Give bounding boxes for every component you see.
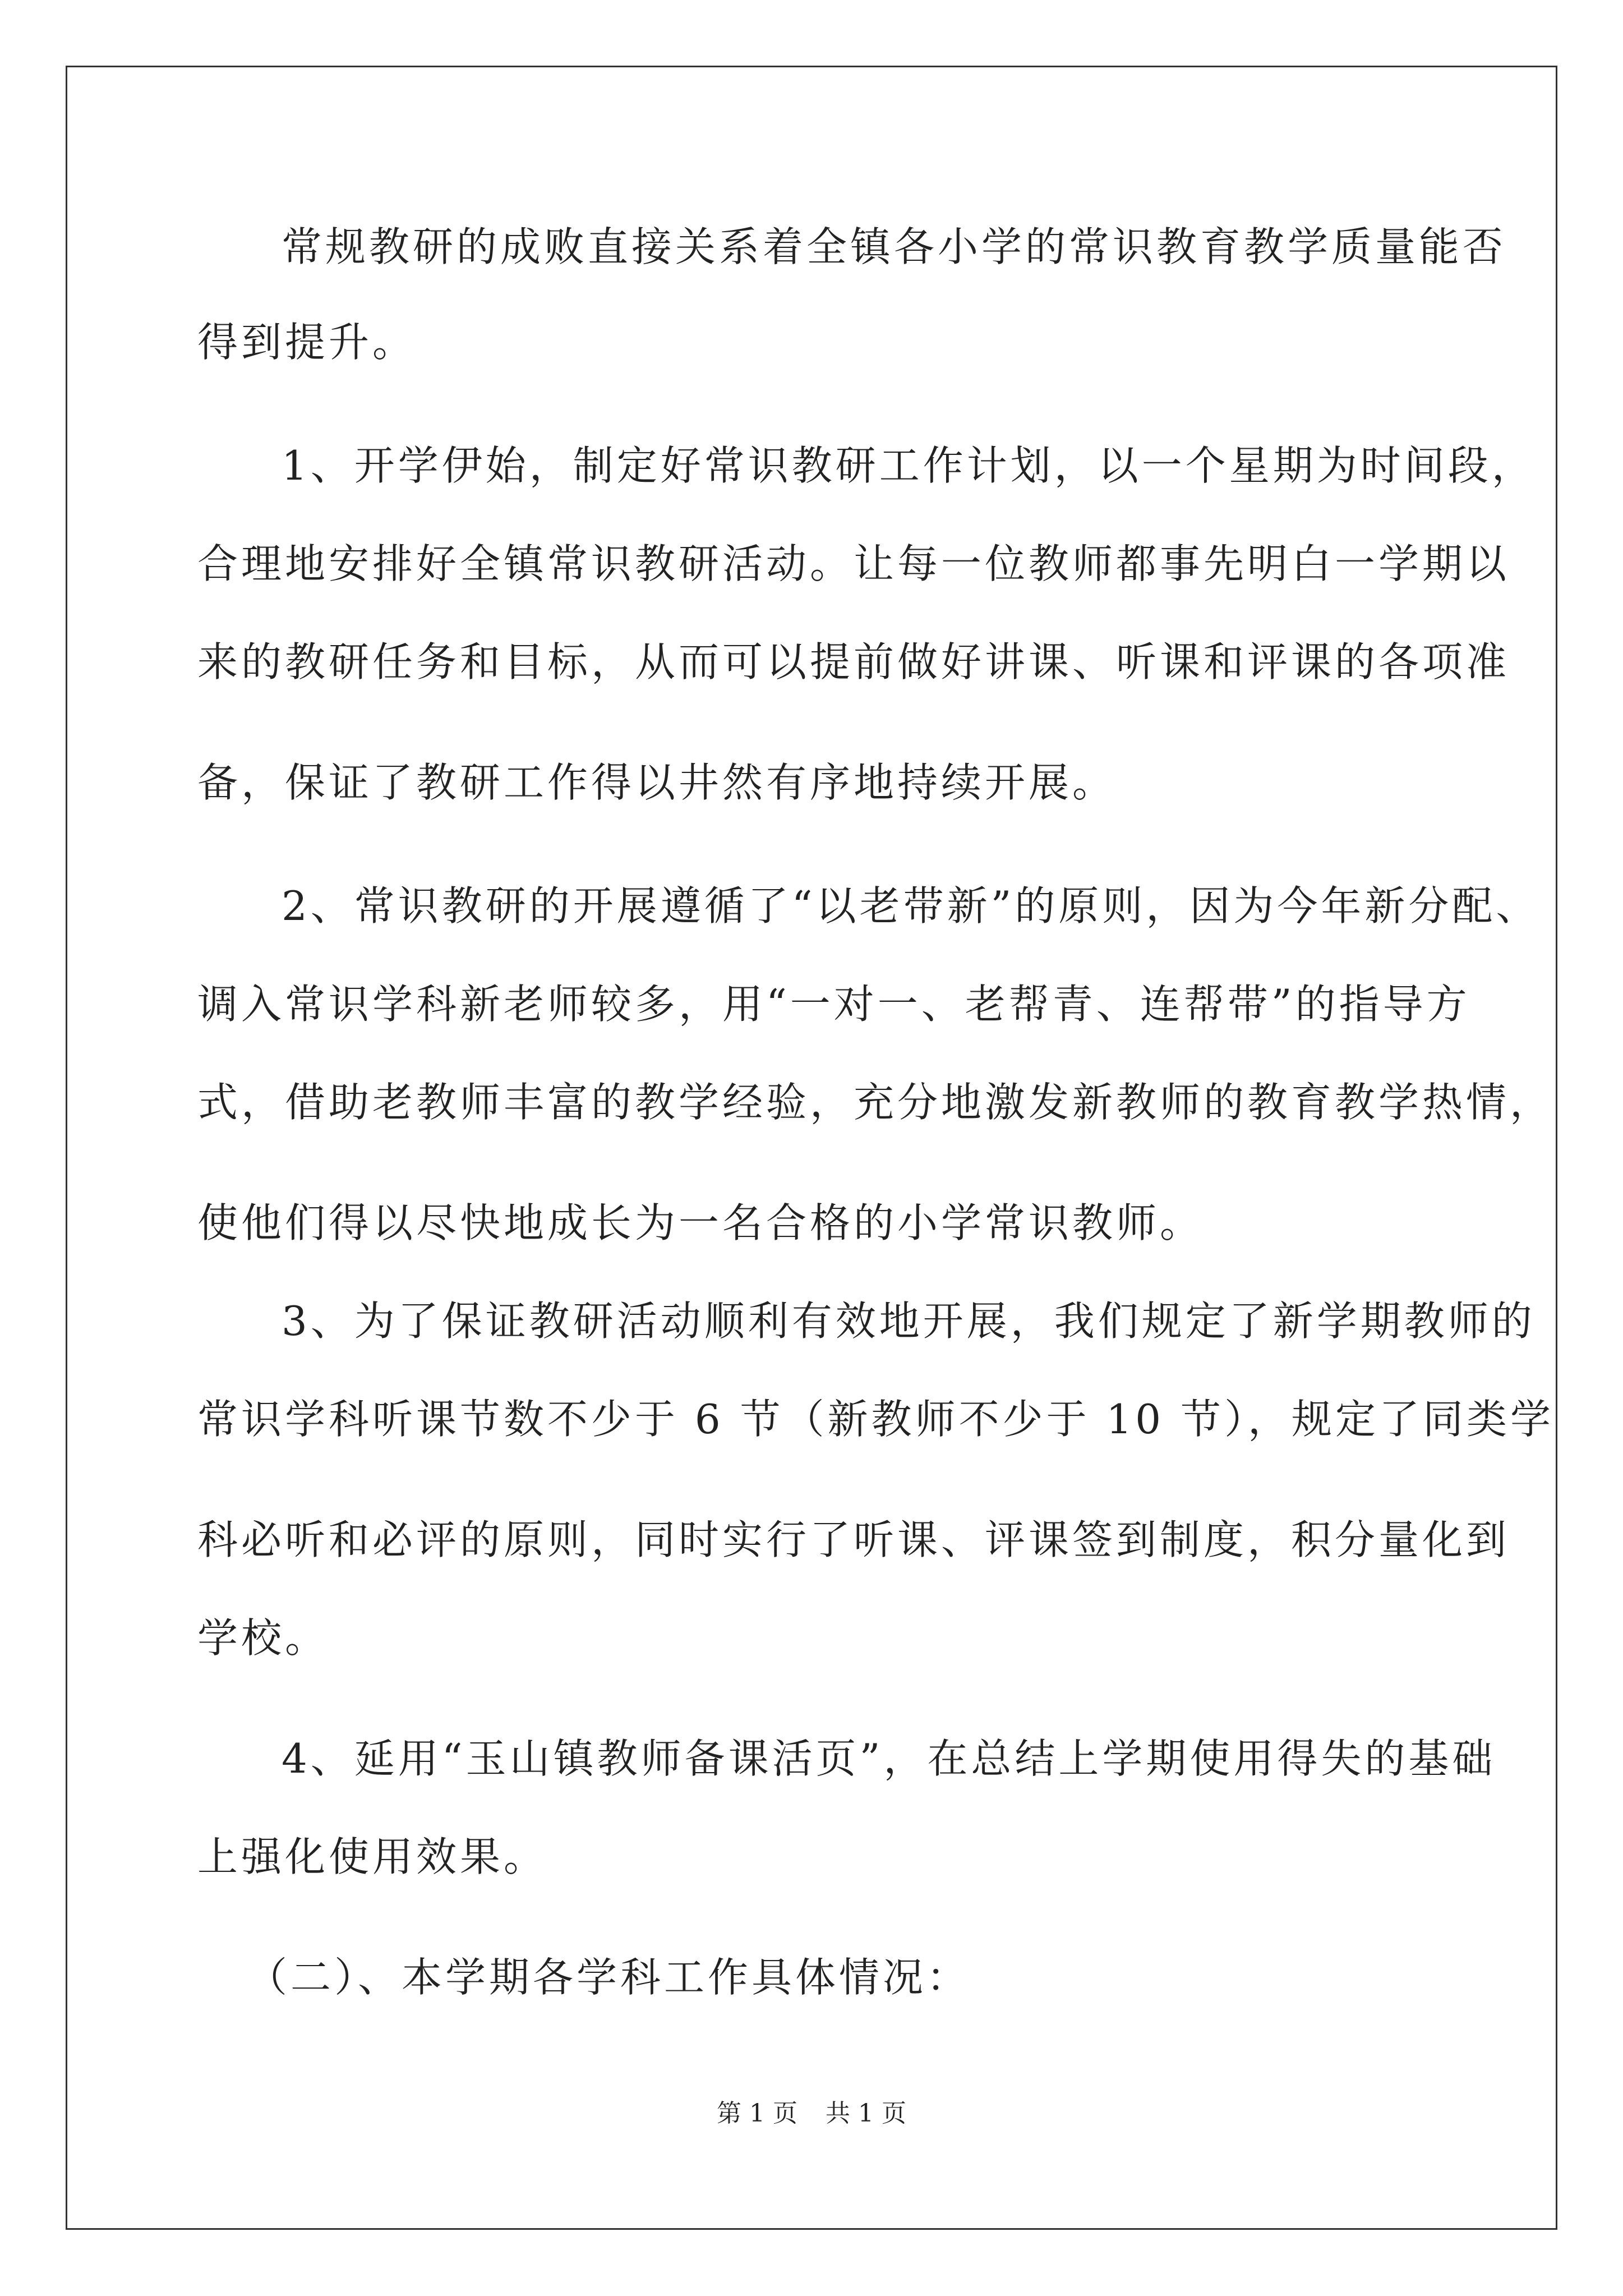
- page-footer: [0, 2097, 1623, 2131]
- paragraph-line: 使他们得以尽快地成长为一名合格的小学常识教师。: [197, 1199, 1204, 1246]
- paragraph-line: 2、常识教研的开展遵循了“以老带新”的原则，因为今年新分配、: [282, 882, 1540, 930]
- paragraph-line: 3、为了保证教研活动顺利有效地开展，我们规定了新学期教师的: [282, 1297, 1536, 1345]
- page-number: 第 1 页: [717, 2099, 797, 2128]
- paragraph-line: 调入常识学科新老师较多，用“一对一、老帮青、连帮带”的指导方: [197, 981, 1470, 1028]
- page-border: [66, 66, 1557, 2230]
- paragraph-line: 备，保证了教研工作得以井然有序地持续开展。: [197, 759, 1117, 806]
- paragraph-line: 学校。: [197, 1614, 329, 1662]
- page-total: 共 1 页: [826, 2099, 906, 2128]
- paragraph-line: 常识学科听课节数不少于 6 节（新教师不少于 10 节），规定了同类学: [197, 1396, 1554, 1443]
- paragraph-line: 4、延用“玉山镇教师备课活页”，在总结上学期使用得失的基础: [282, 1735, 1496, 1782]
- paragraph-line: 得到提升。: [197, 319, 417, 366]
- paragraph-line: 上强化使用效果。: [197, 1833, 548, 1880]
- section-heading: （二）、本学期各学科工作具体情况：: [247, 1954, 971, 2001]
- paragraph-line: 1、开学伊始，制定好常识教研工作计划，以一个星期为时间段，: [282, 442, 1536, 489]
- paragraph-line: 式，借助老教师丰富的教学经验，充分地激发新教师的教育教学热情，: [197, 1079, 1554, 1126]
- paragraph-line: 来的教研任务和目标，从而可以提前做好讲课、听课和评课的各项准: [197, 638, 1510, 685]
- paragraph-line: 常规教研的成败直接关系着全镇各小学的常识教育教学质量能否: [282, 223, 1507, 270]
- paragraph-line: 合理地安排好全镇常识教研活动。让每一位教师都事先明白一学期以: [197, 540, 1510, 587]
- paragraph-line: 科必听和必评的原则，同时实行了听课、评课签到制度，积分量化到: [197, 1516, 1510, 1563]
